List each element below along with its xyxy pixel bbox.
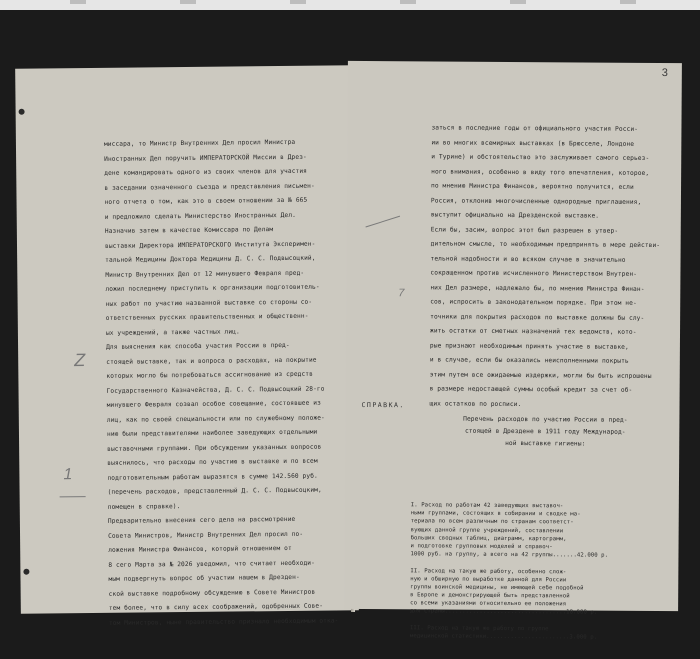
- text-line: и предложило сделать Министерство Иностранных Дел.: [104, 211, 297, 221]
- text-line: тальной Медицины Доктора Медицины Д. С. С. Подвысоцкий,: [105, 254, 316, 264]
- expense-line: II. Расход на такую же работу, особенно слож-: [410, 567, 567, 575]
- text-line: том Министров, ныне правительство признало необходимым отка-: [108, 616, 339, 627]
- page-number: 3: [661, 67, 668, 80]
- text-line: и в случае, если бы оказались неисполненными покрыть: [429, 356, 629, 365]
- text-line: Государственного Казначейства, Д. С. С. Подвысоцкий 28-го: [106, 385, 325, 395]
- reference-heading: [425, 413, 665, 451]
- text-line: (перечень расходов, представленный Д. С. С. Подвысоцким,: [107, 486, 322, 496]
- text-line: щих остатков по росписи.: [429, 399, 522, 408]
- pencil-stroke: [365, 216, 400, 228]
- text-line: которых могло бы потребоваться ассигнование из средств: [106, 370, 313, 380]
- expense-list: [410, 501, 665, 642]
- text-line: ых учреждений, а также частных лиц.: [105, 327, 240, 337]
- expense-line: со всеми указаниями относительно ее положения: [410, 600, 567, 608]
- text-line: тем более, что в силу всех соображений, одобренных Сове-: [108, 602, 324, 612]
- text-line: ии во многих всемирных выставках (в Брюсселе, Лондоне: [431, 138, 635, 148]
- text-line: рые признают необходимым принять участие в выставке,: [429, 341, 629, 351]
- text-line: по мнению Министра Финансов, вероятно получится, если: [431, 182, 634, 191]
- text-line: заться в последние годы от официального участия Росси-: [431, 124, 639, 133]
- expense-line: вующих данной группе учреждений, составлении: [410, 526, 564, 534]
- text-line: подготовительным работам выразятся в сумме 142.560 руб.: [107, 472, 318, 482]
- text-line: дене командировать одного из своих членов для участия: [104, 167, 308, 177]
- expense-line: териала по всем различным по странам соответст-: [410, 518, 574, 526]
- text-line: Назначив затем в качестве Комиссара по Делам: [104, 226, 274, 235]
- text-line: стоящей выставке, так и вопроса о расходах, на покрытие: [106, 356, 317, 366]
- expense-line: группы воинской медицины, не имеющей себе подобной: [410, 584, 584, 592]
- text-line: точники для покрытия расходов по выставке должны бы слу-: [430, 312, 645, 322]
- expense-line: для страны...................................10.000 р.: [410, 608, 598, 617]
- text-line: 8 сего Марта за № 2026 уведомил, что считает необходи-: [108, 559, 315, 569]
- expense-line: 1000 руб. на группу, а всего на 42 группы.......42.000 р.: [410, 551, 609, 559]
- spravka-label: СПРАВКА.: [361, 400, 405, 410]
- reference-line: Перечень расходов по участию России в пред-: [463, 415, 628, 424]
- expense-line: и подготовке групповых моделей и справоч-: [410, 543, 553, 551]
- text-line: Россия, отклонив многочисленные однородные приглашения,: [430, 196, 642, 206]
- text-line: Совета Министров, Министр Внутренних Дел просил по-: [108, 530, 304, 540]
- right-page: [344, 61, 682, 641]
- text-line: тельной надобности и во всяком случае в значительно: [430, 254, 626, 264]
- text-line: дительном смысле, то необходимым предпринять в мере действи-: [430, 240, 661, 250]
- left-page-text: [104, 135, 349, 630]
- text-line: миссара, то Министр Внутренних Дел просил Министра: [103, 138, 296, 148]
- text-line: мым подвергнуть вопрос об участии нашем в Дрезден-: [108, 573, 300, 583]
- text-line: выставочными группами. При обсуждении указанных вопросов: [107, 443, 322, 453]
- expense-line: медицинской статистики........................3.000 р.: [409, 633, 598, 641]
- text-line: жить остатки от сметных назначений тех ведомств, кото-: [430, 327, 637, 336]
- text-line: Для выяснения как способа участия России в пред-: [106, 341, 290, 351]
- right-page-text: [429, 121, 671, 413]
- left-page: [15, 65, 359, 627]
- text-line: ного внимания, особенно в виду того впечатления, которое,: [431, 167, 650, 177]
- text-line: Иностранных Дел поручить ИМПЕРАТОРСКОЙ Миссии в Дрез-: [104, 153, 307, 163]
- reference-line: ной выставке гигиены:: [505, 439, 586, 448]
- reference-line: стоящей в Дрездене в 1911 году Международ-: [464, 427, 626, 436]
- text-line: выступит официально на Дрезденской выставке.: [430, 211, 600, 220]
- text-line: сов, испросить в законодательном порядке. При этом не-: [430, 298, 637, 307]
- text-line: ного отчета о том, как это в своем отношении за № 665: [104, 196, 308, 206]
- text-line: Министр Внутренних Дел от 12 минувшего Февраля пред-: [105, 269, 305, 279]
- text-line: нию были представителями наиболее заведующих отдельными: [106, 428, 318, 438]
- text-line: минувшего Февраля созвал особое совещание, состоявшее из: [106, 399, 321, 409]
- text-line: ской выставке подробному обсуждению в Совете Министров: [108, 588, 316, 598]
- expense-line: III. Расход на такую же работу по группе: [409, 625, 549, 633]
- text-line: и Турине) и обстоятельство это заслуживает самого серьез-: [431, 153, 650, 162]
- text-line: помещен в справке).: [107, 502, 181, 511]
- expense-line: ными группами, состоящих в собирании и сводке ма-: [410, 510, 581, 518]
- pencil-stroke: [60, 496, 86, 497]
- text-line: Предварительно внесения сего дела на рассмотрение: [107, 515, 296, 525]
- text-line: в заседании означенного съезда и представления письмен-: [104, 182, 315, 192]
- text-line: сокращенном против исчисленного Министерством Внутрен-: [430, 269, 638, 278]
- expense-line: ную и обширную по выработке данной для России: [410, 575, 567, 584]
- text-line: этим путем все ожидаемые издержки, могли бы быть испрошены: [429, 370, 652, 380]
- expense-line: в Европе и демонстрирующей быть представленной: [410, 592, 570, 600]
- expense-line: больших сводных таблиц, диаграмм, картограмм,: [410, 535, 567, 543]
- text-line: лиц, как по своей специальности или по служебному положе-: [106, 414, 325, 424]
- pencil-mark-1: 1: [63, 466, 73, 484]
- expense-line: I. Расход по работам 42 заведующих выставоч-: [410, 502, 564, 510]
- text-line: в размере недостающей суммы особый кредит за счет об-: [429, 385, 633, 394]
- text-line: них Дел размере, надлежало бы, по мнению Министра Финан-: [430, 283, 645, 293]
- text-line: ложил последнему приступить к организации подготовитель-: [105, 283, 320, 293]
- pencil-mark-z: Z: [74, 350, 86, 371]
- text-line: выяснилось, что расходы по участию в выставке и по всем: [107, 457, 318, 467]
- top-film-strip: [0, 0, 700, 10]
- text-line: выставки Директора ИМПЕРАТОРСКОГО Института Эксперимен-: [104, 240, 316, 250]
- text-line: Если бы, засим, вопрос этот был разрешен в утвер-: [430, 225, 619, 235]
- pencil-mark-7: 7: [398, 287, 405, 300]
- text-line: ложения Министра Финансов, который отношением от: [108, 544, 292, 554]
- text-line: ных работ по участию названной выставке со стороны со-: [105, 298, 313, 308]
- text-line: ответственных русских правительственных и общественн-: [105, 312, 309, 322]
